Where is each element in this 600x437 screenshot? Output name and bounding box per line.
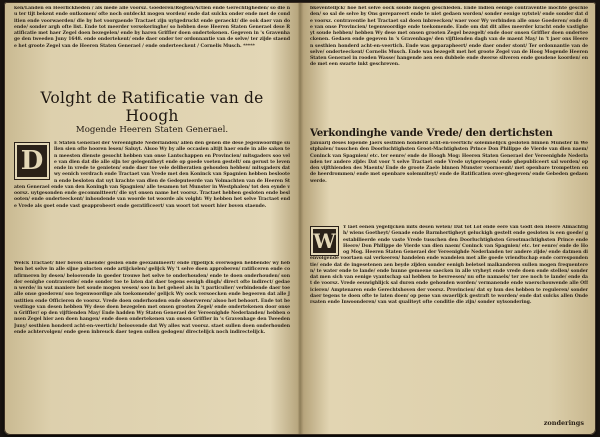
left-paragraph-2: Welck Tractaet/ hier boven staende/ gesien ende geexamineert/ ende rijpelijck overwogen hebbende/ wy hebben het selve in alle sijne poincten ende artijckelen/ gelijck Wy 't selve doen approberen/ ratificeren ende confirmeren by desen/ beloovende in goeder trouwe het selve te onderhouden/ ende te doen onderhouden/ sonder eenighe contraventie/ ende sonder toe te laten dat daer tegens eenigh dingh/ direct ofte indirect/ gedaen werde/ in wat maniere het soude mogen wesen/ soo in het geheel als in 't particulier/ verbindende daer toe alle onse goederen/ soo tegenwoordige als toekomende/ gelijck Wy oock versoecken ende begeeren dat alle Justitien ende Officieren de voorsz. Vrede doen onderhouden ende observeren/ alsoo het behoort. Ende tot bevestinge van desen hebben Wy dese doen bezegelen met onsen grooten Zegel/ ende ondertekenen door onsen Griffier/ op den vijftienden May/ Ende hadden Wy Staten Generael der Vereenighde Nederlanden/ hebben onsen Zegel hier aen doen hangen/ ende doen ondertekenen van onsen Griffier in 's Gravenhage den Tweeden Juny/ sesthien honderd acht-en-veertich/ beloovende dat Wy alles wat voorsz. staet sullen doen onderhouden ende achtervolgen/ ende geen inbreuck daer tegen sullen gedogen/ directelijck noch indirectelijck. (14, 261, 290, 335)
heading-paragraph: Januarij deses lopende Jaers sesthien honderd acht-en-veertich/ solemnelijck gesloten binnen Munster in Westphalen/ tusschen den Doorluchtighsten Groot-Machtighsten Prince Don Philippe de Vierde van dien naem/ Coninck van Spagnien/ etc. ter eenre/ ende de Hoogh Mog: Heeren Staten Generael der Vereenighde Nederlanden ter andere zijde: Dat voor 't selve Tractaet ende Vrede uytgeroepen/ ende ghepubliceert sal worden/ op den vijfthienden des Maents/ Ende de groote Zaele binnen Munster voornoemt/ met openbare trompetten ende heerdrommen/ ende met openbare solemniteyt/ ende de Ratificatien over-ghegeven/ ende Gebeden gedaen werde. (310, 141, 588, 184)
page-title: Volght de Ratificatie van de Hoogh (40, 89, 264, 125)
book-spread (4, 2, 596, 435)
right-page (310, 2, 588, 435)
dropcap-d: D (14, 142, 50, 180)
right-paragraph-2 (310, 225, 588, 403)
left-para1-text: E Staten Generael der Vereenighde Nederlanden/ allen den genen die dese Jegenwoordige sullen sien ofte hooren lesen/ Saluyt. Alsoo Wy by alle occasien altijt haer ende in alle saken ten meesten dienste gesocht hebben van onse Lantschappen en Provincien/ mitsgaders soo vele van dien dat die alle sijn ter gelegentheyt ende op goede voeten gestelt/ om gerust te leven ende in vrede te genieten/ ende daer toe vele deliberatien gehouden hebben/ mitsgaders dat wy eenich verdrach ende Tractaet van Vrede met den Koninck van Spagnien hebben beslooten ende besloten dat uyt krachte van dien de Gedeputeerde van Volmachten van de Heeren Staten Generael ende van den Koningh van Spagnien/ alle tesamen tot Munster in Westphalen/ tot den eynde voorsz. uytgesonden ende gecommitteert/ die uyt onsen name het voorsz. Tractaet hebben gesloten ende beslooten/ ende onderteeckent/ inhoudende van woorde tot woorde als volght: Wy hebben het selve Tractaet ende Vrede als goet ende vast geapprobeert ende geratificeert/ van woort tot woort hier boven staende. (14, 141, 290, 209)
catchword: zonderings (543, 419, 584, 427)
right-top-text: bkeventelijck/ hoe het selve oock soude mogen geschieden. Ende indien eenige contraventie mochte geschieden/ so sal de selve by Ons gerepareert ende te niet gedaen worden/ sonder eenige uytstel/ ende sonder dat de voorsz. contraventie het Tractaet sal doen inbreecken/ waer voor Wy verbinden alle onse Goederen/ ende die van onse Provincien/ tegenwoordige ende toekomende. Ende om dat dit alles meerder kracht ende vastigheyt soude hebben/ hebben Wy dese met onsen grooten Zegel bezegelt/ ende door onsen Griffier doen onderteeckenen. Gedaen ende gegeven in 's Gravenhage/ den vijftienden dagh van de maent May/ in 't jaer ons Heeren sesthien honderd acht-en-veertich. Ende was geparapheert/ ende daer onder stont/ Ter ordonnantie van de selve/ onderteeckent/ Cornelis Musch. Ende was bezegelt met het groote Zegel van de Hoog Mogende Heeren Staten Generael in rooden Wasse/ hangende aen een dubbele ende dwerse silveren ende goudene koorden/ ende met een swarte inkt geschreven. (310, 6, 588, 68)
left-top-text: ken/Landen en Heerlickheden / als mede alle voorsz. Goederen/Regten/Actien ende Gerechtigheden/ so die nu ter tijt bekent ende ontkomen/ ofte noch ontdeckt mogen worden/ ende dat sulckx onder ende met de conditien ende voorwaerden/ die by het voorgaende Tractaet zijn uytgedruckt ende geraeckt/ die ook daer van doende/ sonder argh ofte list. Ende tot meerder versekeringhe/ so hebben dese Heeren Staten Generael dese Ratificatie met haer Zegel doen bezegelen/ ende by haren Griffier doen ondertekenen. Gegeven in 's Gravenhage den tweeden Juny 1648. ende ondertekent/ ende daer onder ter ordonnantie van de selve/ ter zijde staende het groote Zegel van de Heeren Staten Generael / ende onderteeckent / Cornelis Musch. ***** (14, 6, 290, 49)
left-paragraph-1 (14, 141, 290, 258)
dropcap-w: W (310, 226, 339, 256)
right-para2-text: Y laet eenen yegelijcken mits desen weten/ Dat tot Lof ende eere van Godt den Heere Almachtigh/ wiens Goetheyt/ Genade ende Barmhertigheyt geluckigh gestelt ende gesloten is een goede/ gestabilieerde ende vaste Vrede tusschen den Doorluchtighsten Grootmachtighsten Prince ende Heere/ Don Philippe de Vierde van dien naem/ Coninck van Spagnien/ etc. ter eenre/ ende de Hoog Mog. Heeren Staten Generael der Vereenighde Nederlanden ter andere zijde/ ende datmen dienvolgende voortaen sal verkeeren/ handelen ende wandelen met alle goede vriendtschap ende correspondentie/ ende dat de ingesetenen aen beyde zijden sonder eenigh beletsel malkanderen sullen mogen frequenteren/ te water ende te lande/ ende hunne gemeene saecken in alle vryheyt ende vrede doen ende stellen/ sonder dat men sich van eenige vyantschap sal hebben te bevreesen/ nu ofte namaels/ ter zee noch te lande/ ende dat de voorsz. Vrede eeuwighlijck sal duren ende gehouden worden/ vermanende ende waerschouwende alle Officieren/ Amptenaren ende Gerechtshoven der voorsz. Provincien/ dat sy hun des hebben te reguleren/ sonder daer tegens te doen ofte te laten doen/ op pene van swaerlijck gestraft te worden/ ende dat sulcks allen Ondersaten ende Inwoonderen/ van wat qualiteyt ofte conditie die zijn/ sonder uytsondering. (310, 225, 588, 305)
section-heading: Verkondinghe vande Vrede/ den dertichsten (310, 127, 553, 139)
left-page (14, 2, 290, 435)
page-subtitle: Mogende Heeren Staten Generael. (75, 125, 229, 135)
